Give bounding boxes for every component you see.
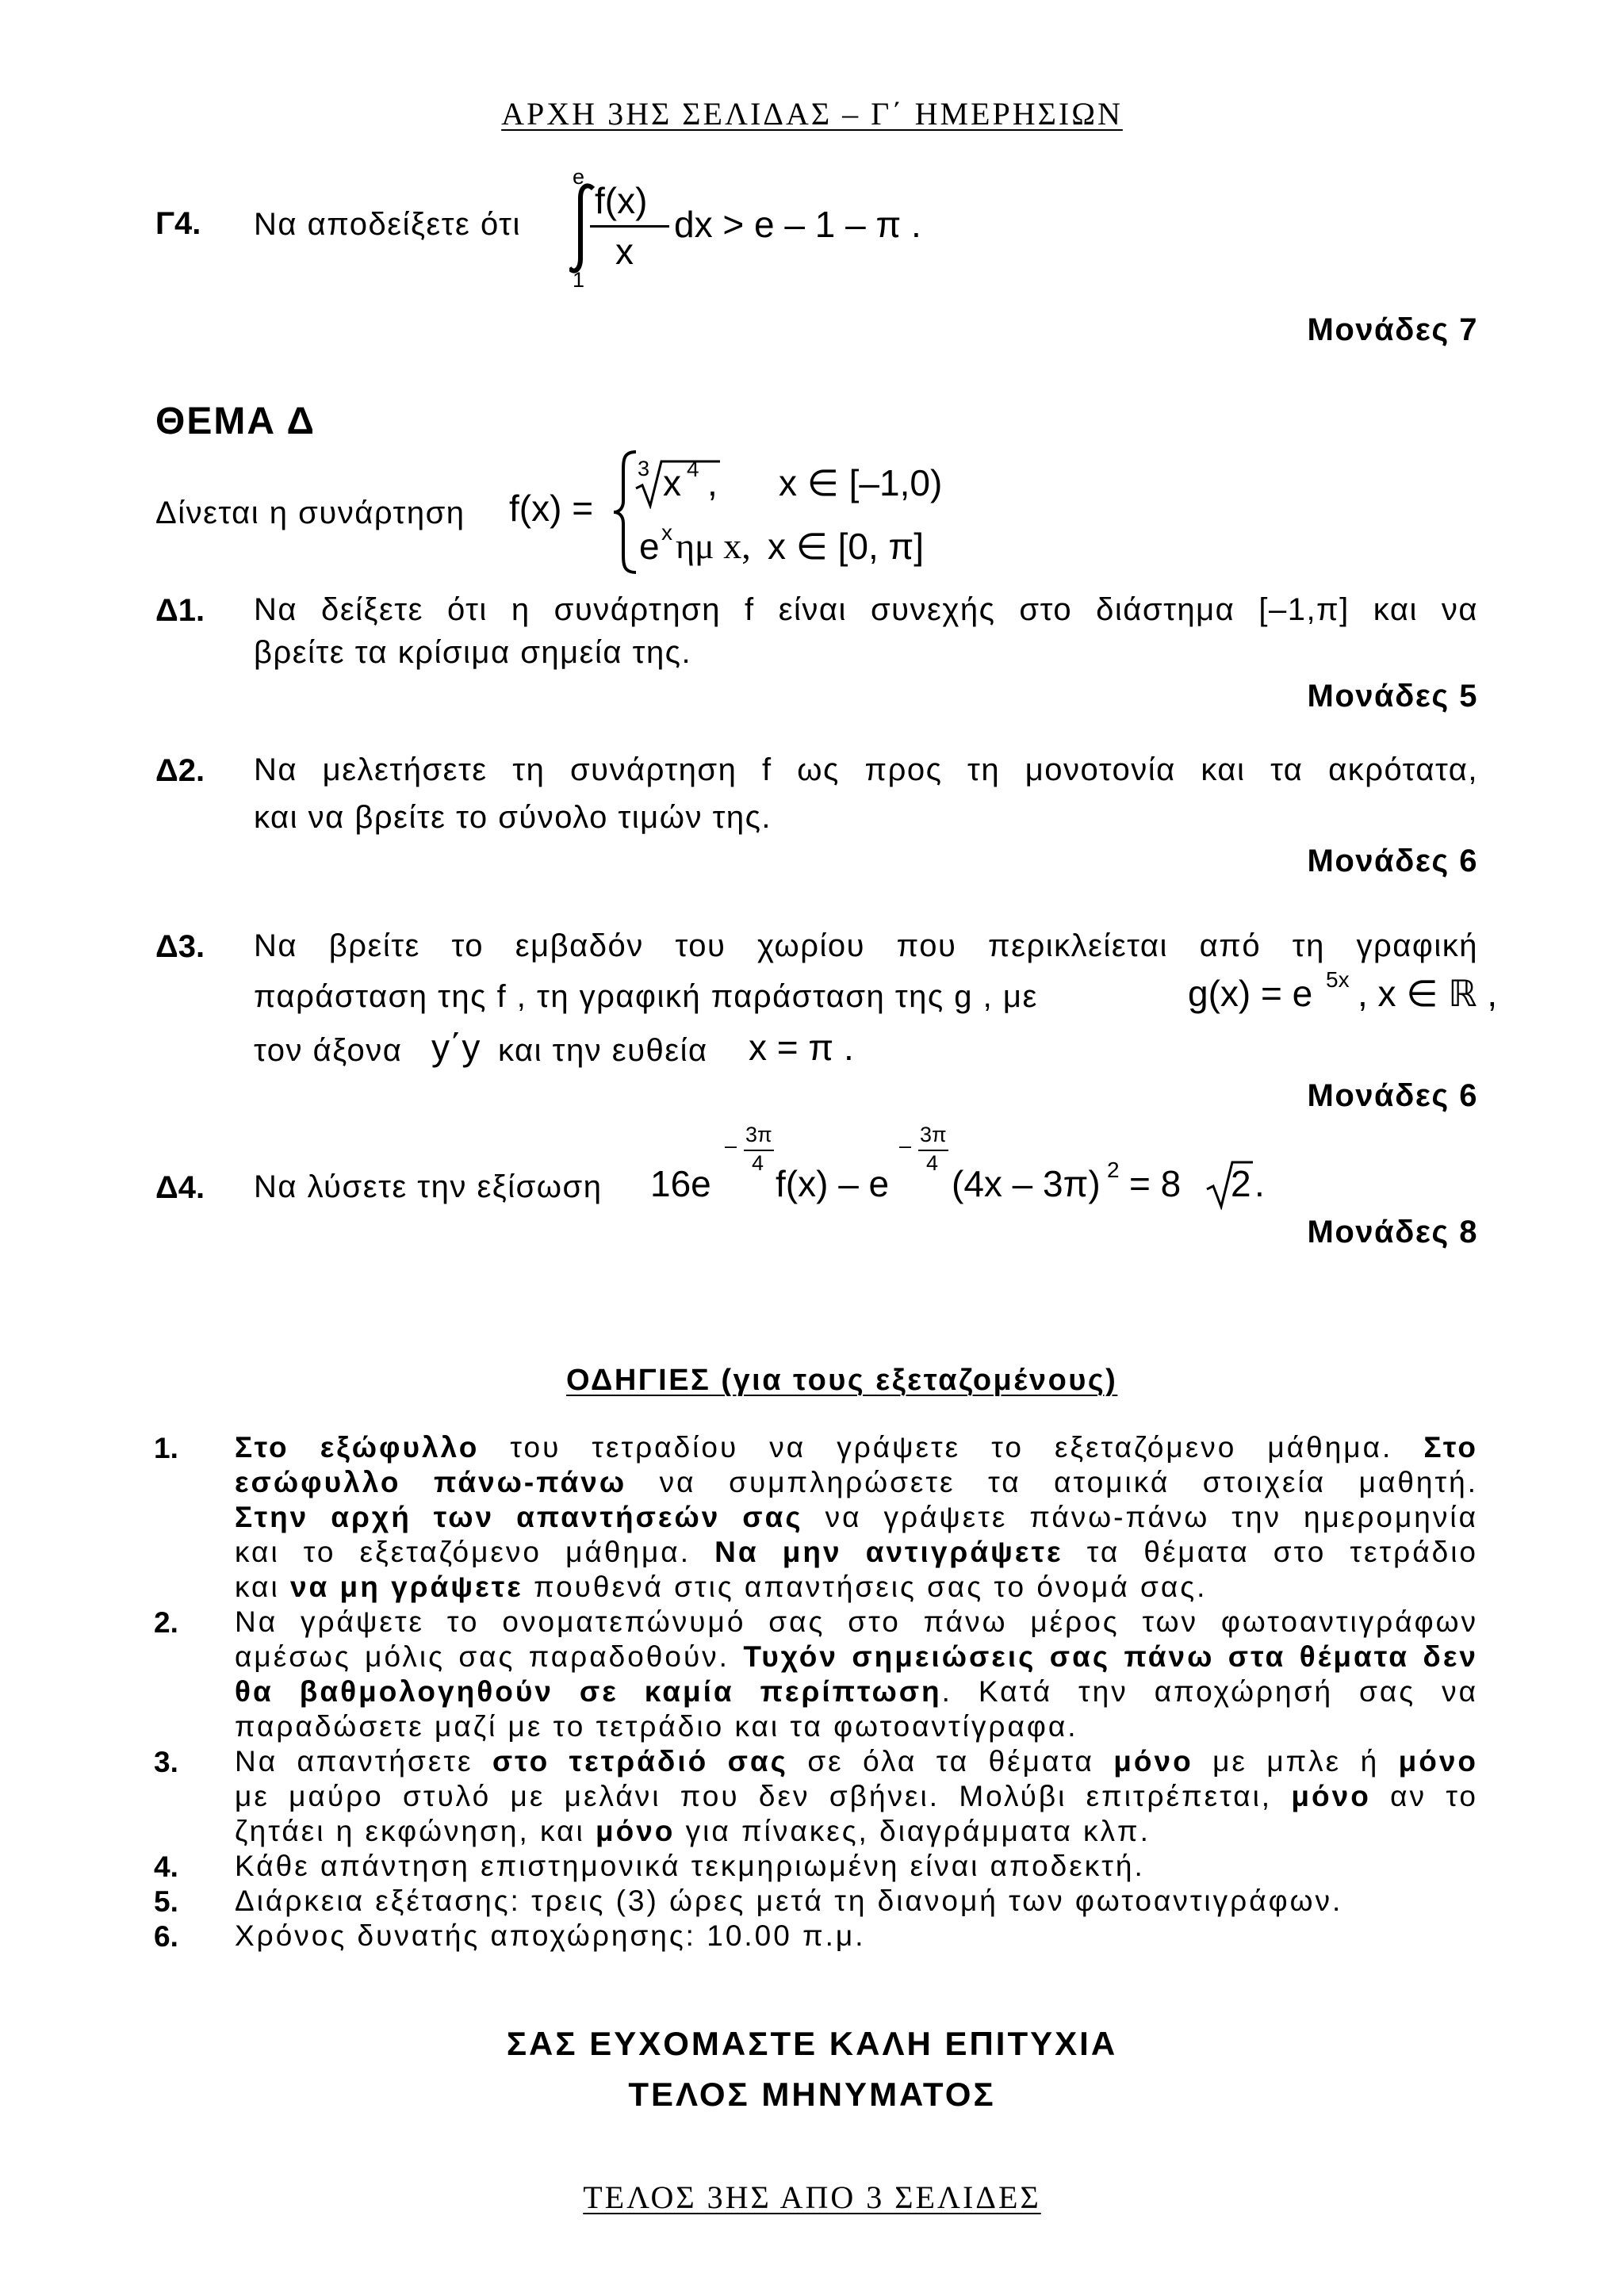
instruction-4: Κάθε απάντηση επιστημονικά τεκμηριωμένη είναι αποδεκτή. xyxy=(235,1850,1145,1882)
case1-domain: x ∈ [–1,0) xyxy=(779,462,943,503)
text: να γράψετε πάνω-πάνω την ημερομηνία xyxy=(802,1501,1478,1533)
d4-exp1-numerator: 3π xyxy=(745,1123,772,1146)
emphasis: Τυχόν σημειώσεις σας πάνω στα θέματα δεν xyxy=(743,1640,1478,1673)
case1-expr: x xyxy=(663,462,681,503)
emphasis: μόνο xyxy=(595,1815,676,1847)
d4-equals-8: = 8 xyxy=(1129,1163,1182,1204)
case1-exponent: 4 xyxy=(687,457,699,481)
d4-exp2-denominator: 4 xyxy=(926,1151,939,1175)
text: αν το xyxy=(1370,1780,1479,1812)
instruction-3-line-1 xyxy=(235,1744,1478,1779)
text: Να απαντήσετε xyxy=(235,1745,492,1777)
instruction-2-line-1: Να γράψετε το ονοματεπώνυμό σας στο πάνω μέρος των φωτοαντιγράφων xyxy=(235,1605,1478,1638)
page-footer: ΤΕΛΟΣ 3ΗΣ ΑΠΟ 3 ΣΕΛΙΔΕΣ xyxy=(583,2179,1041,2215)
emphasis: εσώφυλλο πάνω-πάνω xyxy=(235,1466,627,1498)
text: του τετραδίου να γράψετε το εξεταζόμενο μάθημα. xyxy=(479,1431,1424,1464)
instruction-number: 1. xyxy=(154,1432,178,1464)
d4-paren-exponent: 2 xyxy=(1107,1158,1120,1182)
units-d2: Μονάδες 6 xyxy=(1307,844,1478,878)
page-header: ΑΡΧΗ 3ΗΣ ΣΕΛΙΔΑΣ – Γ΄ ΗΜΕΡΗΣΙΩΝ xyxy=(501,96,1123,132)
d3-g-domain: , x ∈ ℝ , xyxy=(1358,973,1498,1014)
d3-line2-text: παράσταση της f , τη γραφική παράσταση της g , με xyxy=(254,979,1038,1014)
d4-sqrt-argument: 2 xyxy=(1231,1163,1251,1204)
text: και xyxy=(235,1571,290,1603)
text: πουθενά στις απαντήσεις σας το όνομά σας. xyxy=(523,1571,1208,1603)
case2-base: e xyxy=(639,526,660,567)
function-lhs: f(x) = xyxy=(509,488,594,529)
closing-end-message: ΤΕΛΟΣ ΜΗΝΥΜΑΤΟΣ xyxy=(628,2076,996,2113)
d4-text: Να λύσετε την εξίσωση xyxy=(254,1169,603,1204)
instruction-2-line-2 xyxy=(235,1640,1478,1674)
emphasis: στο τετράδιό σας xyxy=(492,1745,788,1777)
units-d4: Μονάδες 8 xyxy=(1307,1215,1478,1249)
instruction-number: 6. xyxy=(154,1920,178,1953)
d3-line-equation: x = π . xyxy=(749,1027,854,1068)
emphasis: Στην αρχή των απαντήσεών σας xyxy=(235,1501,803,1533)
instruction-1-line-5 xyxy=(235,1570,1478,1605)
text: αμέσως μόλις σας παραδοθούν. xyxy=(235,1640,744,1673)
question-label-d2: Δ2. xyxy=(155,753,205,788)
question-label-d1: Δ1. xyxy=(155,593,205,628)
instruction-number: 2. xyxy=(154,1606,178,1639)
text: να συμπληρώσετε τα ατομικά στοιχεία μαθητή. xyxy=(626,1466,1478,1498)
d4-exp1-denominator: 4 xyxy=(752,1151,764,1175)
fraction-bar xyxy=(590,225,669,228)
text: και το εξεταζόμενο μάθημα. xyxy=(235,1536,715,1568)
d4-term-paren: (4x – 3π) xyxy=(952,1163,1101,1204)
d1-line1: Να δείξετε ότι η συνάρτηση f είναι συνεχής στο διάστημα [–1,π] και να xyxy=(254,592,1478,627)
case1-comma: , xyxy=(707,462,718,503)
instruction-2-line-3 xyxy=(235,1674,1478,1709)
d4-term-16e: 16e xyxy=(650,1163,711,1204)
instruction-6: Χρόνος δυνατής αποχώρησης: 10.00 π.μ. xyxy=(235,1919,866,1952)
instruction-1-line-4 xyxy=(235,1535,1478,1570)
emphasis: Στο εξώφυλλο xyxy=(235,1431,480,1464)
text: τα θέματα στο τετράδιο xyxy=(1063,1536,1478,1568)
closing-wish: ΣΑΣ ΕΥΧΟΜΑΣΤΕ ΚΑΛΗ ΕΠΙΤΥΧΙΑ xyxy=(506,2025,1118,2062)
d3-line3-line-text: και την ευθεία xyxy=(498,1033,708,1068)
instruction-1-line-2 xyxy=(235,1465,1478,1500)
text: σε όλα τα θέματα xyxy=(787,1745,1114,1777)
text: για πίνακες, διαγράμματα κλπ. xyxy=(675,1815,1151,1847)
units-d3: Μονάδες 6 xyxy=(1307,1078,1478,1113)
d4-period: . xyxy=(1254,1163,1265,1204)
d4-exp2-sign: – xyxy=(899,1134,912,1158)
instructions-title: ΟΔΗΓΙΕΣ (για τους εξεταζομένους) xyxy=(566,1364,1118,1397)
text: . Κατά την αποχώρησή σας να xyxy=(941,1675,1478,1708)
text: με μπλε ή xyxy=(1193,1745,1399,1777)
d1-line2: βρείτε τα κρίσιμα σημεία της. xyxy=(254,635,692,670)
instruction-5: Διάρκεια εξέτασης: τρεις (3) ώρες μετά τη διανομή των φωτοαντιγράφων. xyxy=(235,1885,1343,1917)
emphasis: μόνο xyxy=(1398,1745,1478,1777)
question-label-d4: Δ4. xyxy=(155,1170,205,1205)
d2-line1: Να μελετήσετε τη συνάρτηση f ως προς τη μονοτονία και τα ακρότατα, xyxy=(254,752,1478,787)
instruction-number: 3. xyxy=(154,1746,178,1778)
d4-term-f-minus-e: f(x) – e xyxy=(776,1163,890,1204)
d2-line2: και να βρείτε το σύνολο τιμών της. xyxy=(254,800,772,835)
case2-domain: x ∈ [0, π] xyxy=(768,526,925,567)
g4-inequality-rest: dx > e – 1 – π . xyxy=(674,204,921,245)
question-label-d3: Δ3. xyxy=(155,929,205,964)
instruction-1-line-1 xyxy=(235,1430,1478,1465)
units-g4: Μονάδες 7 xyxy=(1307,312,1478,347)
theme-title: ΘΕΜΑ Δ xyxy=(155,400,316,442)
case2-tail: ημ x, xyxy=(676,526,751,566)
g4-text: Να αποδείξετε ότι xyxy=(254,207,521,242)
emphasis: Στο xyxy=(1423,1431,1478,1464)
fraction-denominator: x xyxy=(615,231,634,272)
d3-line1: Να βρείτε το εμβαδόν του χωρίου που περικλείεται από τη γραφική xyxy=(254,928,1478,963)
text: ζητάει η εκφώνηση, και xyxy=(235,1815,596,1847)
emphasis: να μη γράψετε xyxy=(289,1571,523,1603)
emphasis: μόνο xyxy=(1113,1745,1193,1777)
given-text: Δίνεται η συνάρτηση xyxy=(155,496,465,530)
instruction-2-line-4: παραδώσετε μαζί με το τετράδιο και τα φωτοαντίγραφα. xyxy=(235,1710,1078,1743)
emphasis: μόνο xyxy=(1291,1780,1371,1812)
text: με μαύρο στυλό με μελάνι που δεν σβήνει. Μολύβι επιτρέπεται, xyxy=(235,1780,1292,1812)
instruction-3-line-3 xyxy=(235,1814,1478,1849)
emphasis: Να μην αντιγράψετε xyxy=(714,1536,1063,1568)
integral-lower-limit: 1 xyxy=(573,268,585,292)
d3-g-definition: g(x) = e xyxy=(1188,973,1313,1014)
instruction-1-line-3 xyxy=(235,1500,1478,1535)
fraction-numerator: f(x) xyxy=(595,180,648,221)
case2-exponent: x xyxy=(661,520,672,545)
d3-line3-axis-text: τον άξονα xyxy=(254,1033,403,1068)
emphasis: θα βαθμολογηθούν σε καμία περίπτωση xyxy=(235,1675,942,1708)
instruction-number: 4. xyxy=(154,1850,178,1883)
root-index: 3 xyxy=(638,457,650,480)
integral-upper-limit: e xyxy=(573,165,585,189)
d3-g-exponent: 5x xyxy=(1326,967,1350,992)
units-d1: Μονάδες 5 xyxy=(1307,679,1478,714)
instruction-3-line-2 xyxy=(235,1779,1478,1814)
instruction-number: 5. xyxy=(154,1885,178,1918)
question-label-g4: Γ4. xyxy=(155,206,201,241)
d4-exp2-numerator: 3π xyxy=(920,1123,947,1146)
d3-axis-name: y΄y xyxy=(431,1027,481,1068)
d4-exp1-sign: – xyxy=(725,1134,737,1158)
